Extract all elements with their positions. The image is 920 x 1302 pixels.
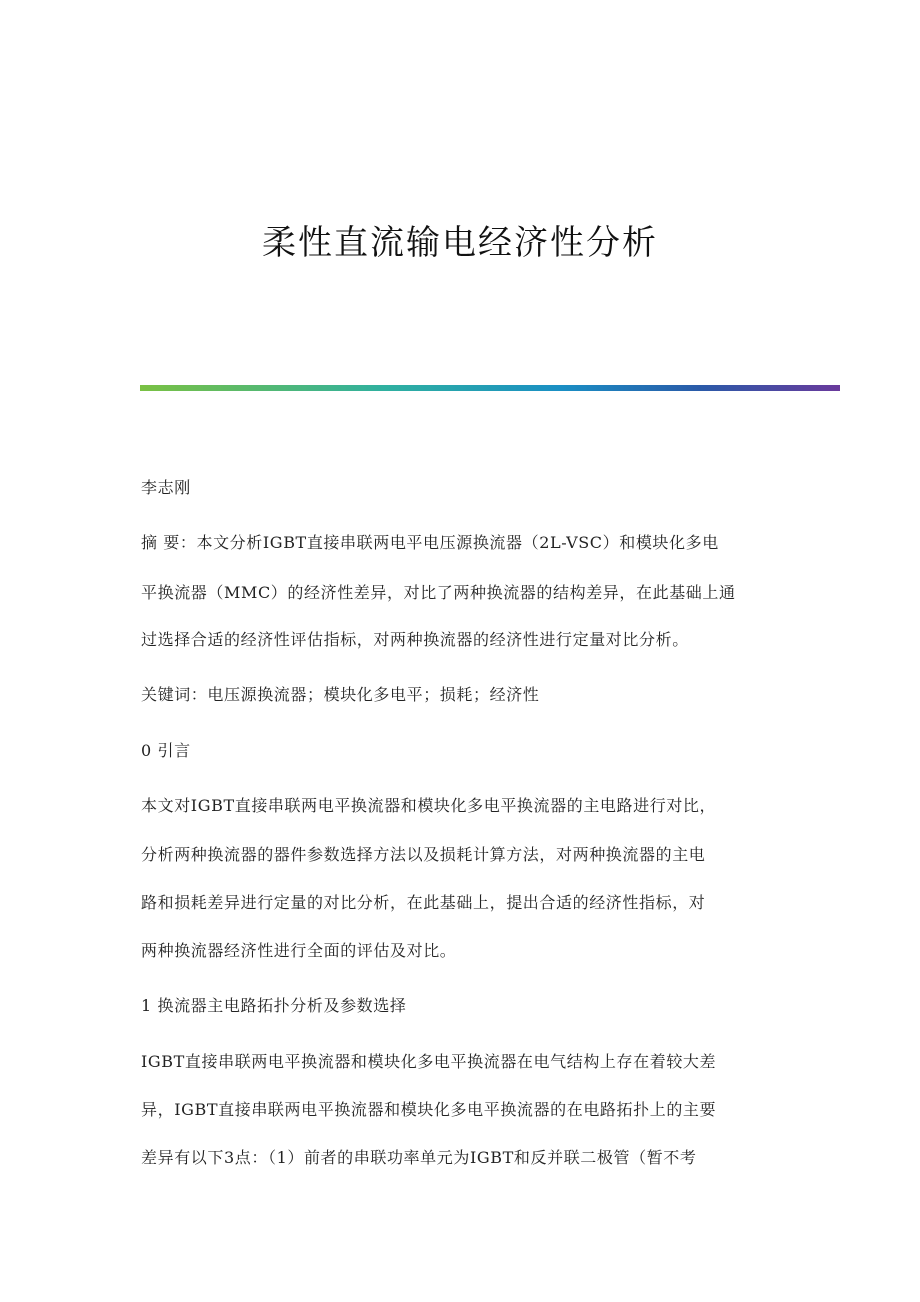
abstract-line-1: 摘 要：本文分析IGBT直接串联两电平电压源换流器（2L-VSC）和模块化多电	[141, 533, 719, 552]
section-heading-1: 1 换流器主电路拓扑分析及参数选择	[141, 996, 407, 1015]
intro-line-2: 分析两种换流器的器件参数选择方法以及损耗计算方法，对两种换流器的主电	[141, 845, 706, 864]
section1-line-3: 差异有以下3点：（1）前者的串联功率单元为IGBT和反并联二极管（暂不考	[141, 1148, 697, 1167]
section1-line-1: IGBT直接串联两电平换流器和模块化多电平换流器在电气结构上存在着较大差	[141, 1052, 717, 1071]
intro-line-4: 两种换流器经济性进行全面的评估及对比。	[141, 941, 457, 960]
section-heading-intro: 0 引言	[141, 741, 191, 760]
intro-line-3: 路和损耗差异进行定量的对比分析，在此基础上，提出合适的经济性指标，对	[141, 893, 706, 912]
abstract-line-3: 过选择合适的经济性评估指标，对两种换流器的经济性进行定量对比分析。	[141, 630, 689, 649]
gradient-divider	[140, 385, 840, 391]
keywords-line: 关键词：电压源换流器；模块化多电平；损耗；经济性	[141, 685, 540, 704]
author-name: 李志刚	[141, 478, 191, 497]
document-title: 柔性直流输电经济性分析	[262, 223, 658, 263]
abstract-line-2: 平换流器（MMC）的经济性差异，对比了两种换流器的结构差异，在此基础上通	[141, 583, 736, 602]
section1-line-2: 异，IGBT直接串联两电平换流器和模块化多电平换流器的在电路拓扑上的主要	[141, 1100, 717, 1119]
intro-line-1: 本文对IGBT直接串联两电平换流器和模块化多电平换流器的主电路进行对比，	[141, 796, 717, 815]
